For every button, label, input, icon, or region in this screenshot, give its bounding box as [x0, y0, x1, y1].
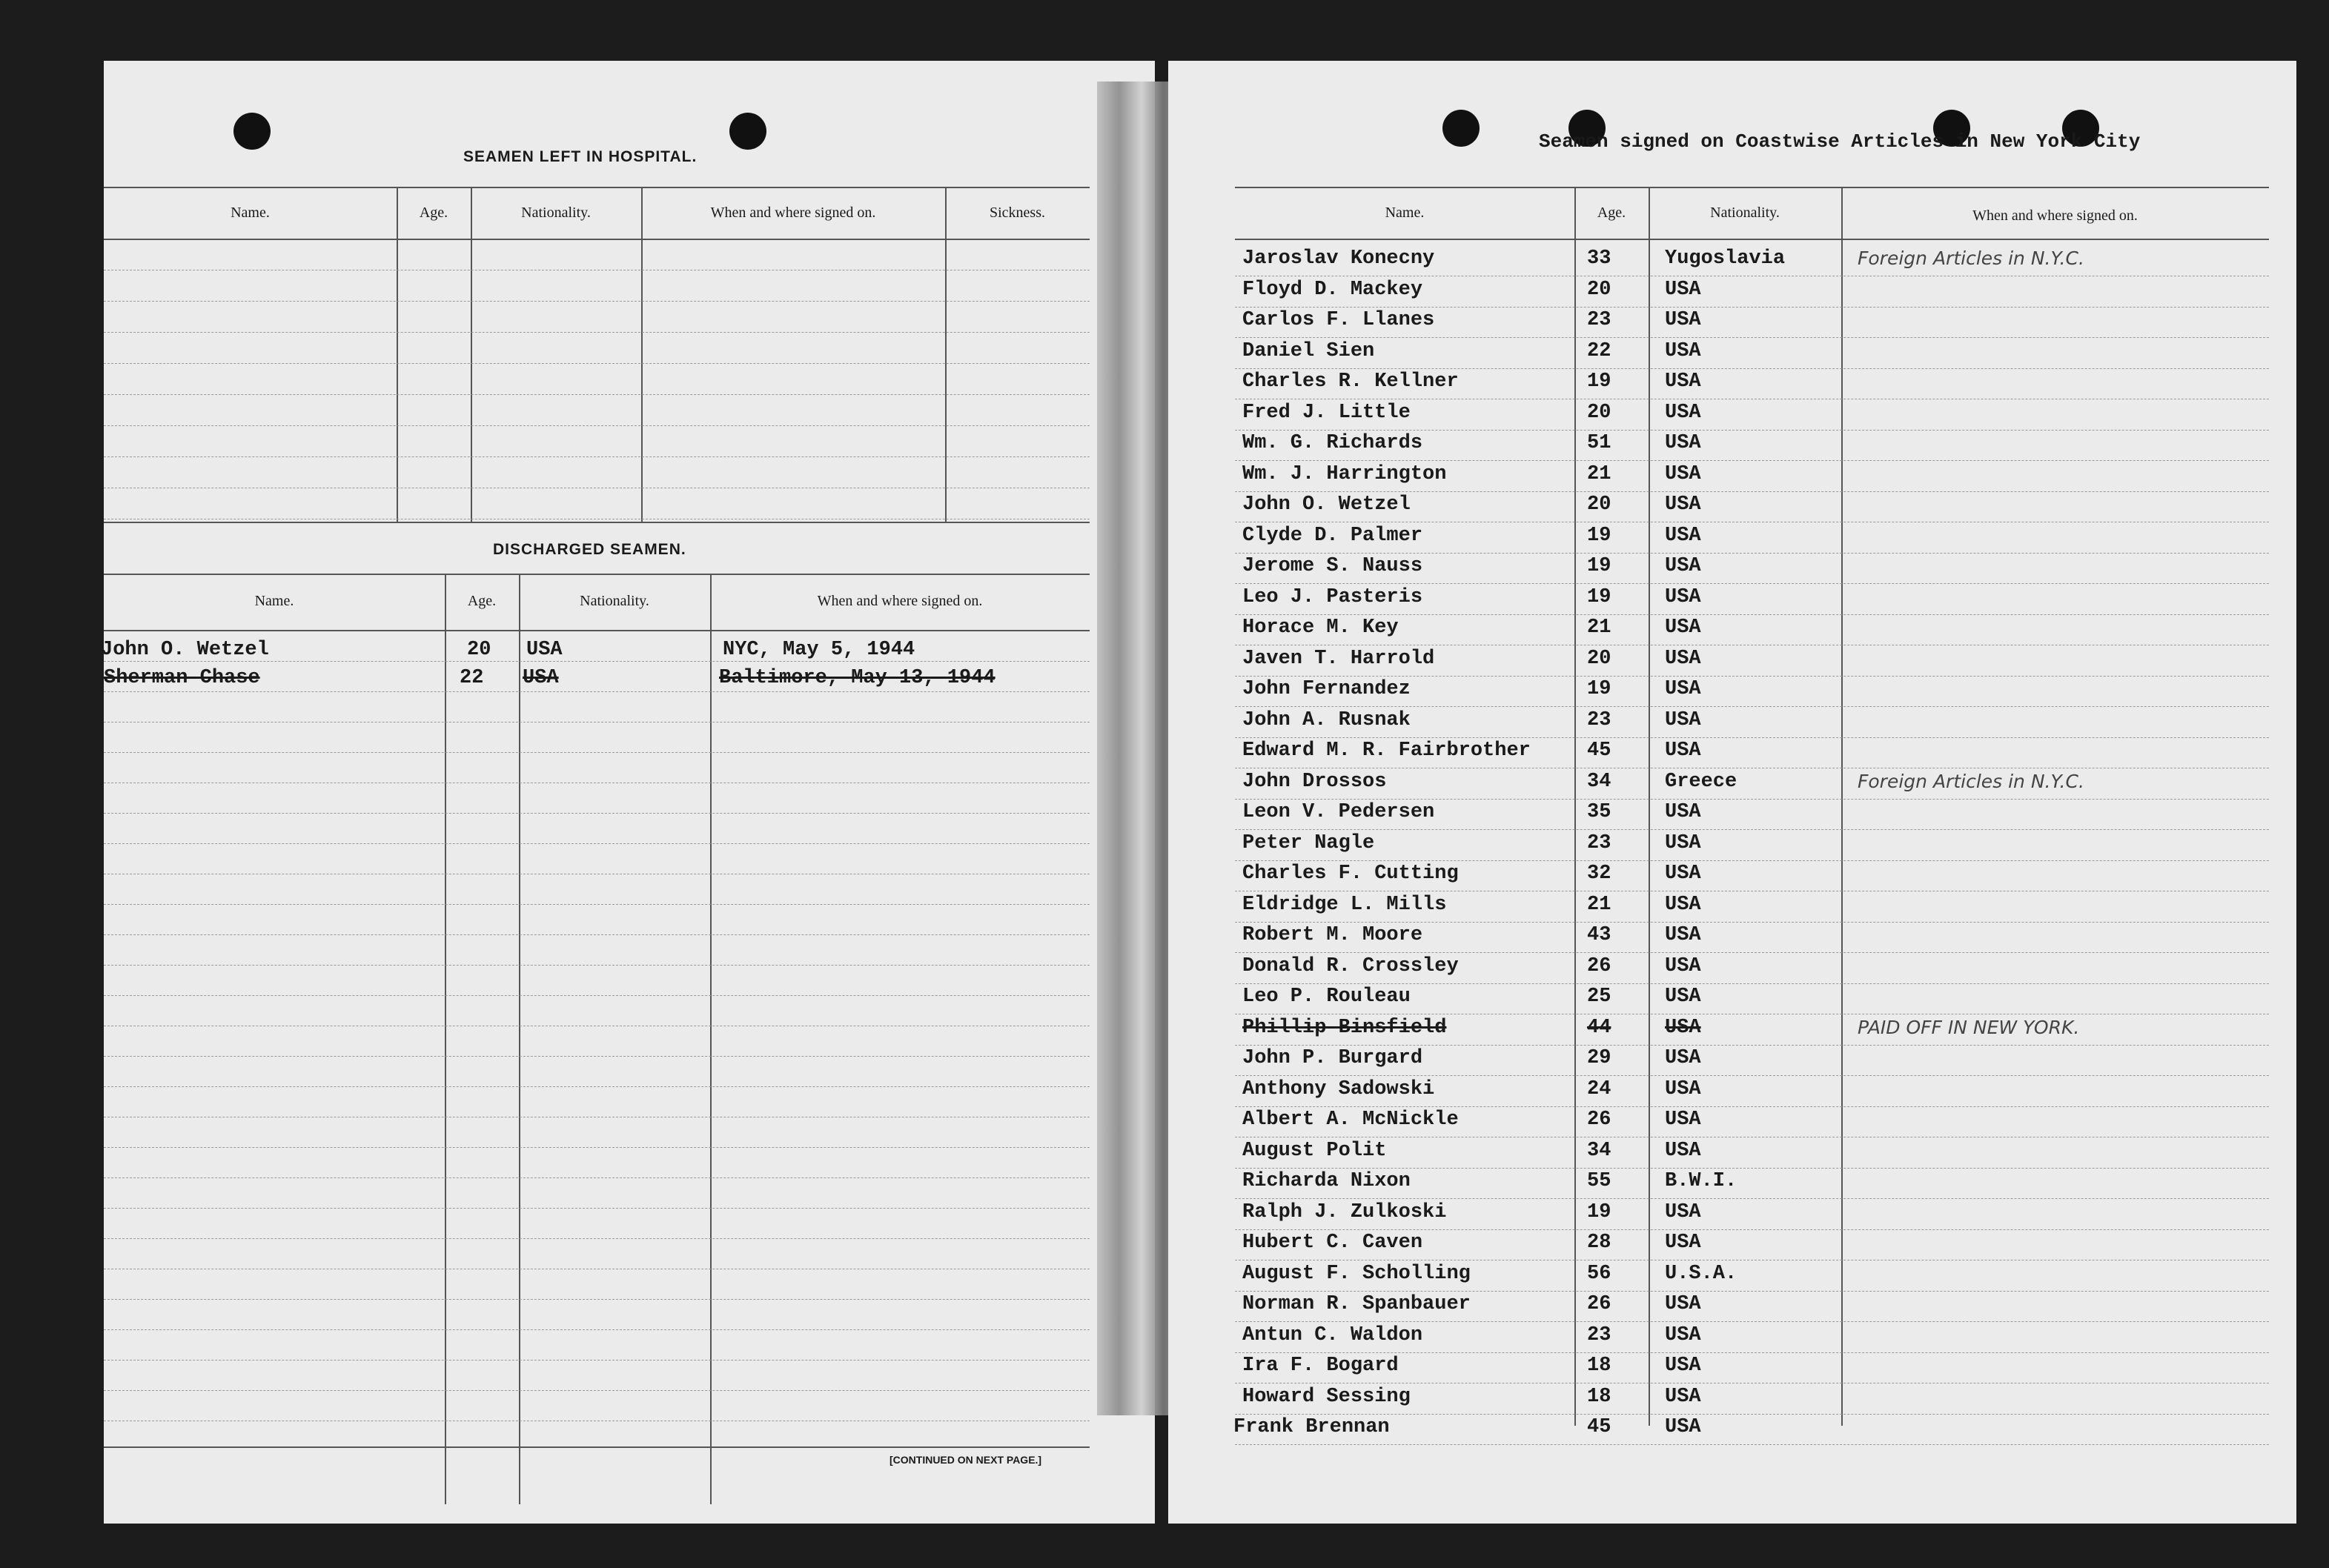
crew-name: Eldridge L. Mills: [1242, 893, 1447, 916]
ruled-line: [1235, 676, 2269, 677]
crew-age: 35: [1587, 801, 1611, 823]
crew-age: 34: [1587, 770, 1611, 793]
crew-name: Donald R. Crossley: [1242, 954, 1459, 977]
ruled-line: [104, 691, 1090, 692]
ruled-line: [104, 965, 1090, 966]
ruled-line: [1235, 952, 2269, 953]
crew-nationality: USA: [1665, 740, 1701, 762]
crew-age: 23: [1587, 708, 1611, 731]
hospital-header-name: Name.: [231, 205, 270, 221]
crew-name: Jaroslav Konecny: [1242, 248, 1435, 270]
ruled-line: [1235, 829, 2269, 830]
ruled-line: [1235, 1229, 2269, 1230]
column-divider: [1841, 187, 1843, 1426]
column-divider: [519, 574, 520, 1504]
crew-age: 20: [1587, 401, 1611, 424]
ruled-line: [104, 752, 1090, 753]
crew-name: August F. Scholling: [1242, 1262, 1471, 1285]
crew-note: PAID OFF IN NEW YORK.: [1858, 1016, 2080, 1038]
ruled-line: [1235, 430, 2269, 431]
ruled-line: [1235, 706, 2269, 707]
crew-age: 33: [1587, 248, 1611, 270]
crew-nationality: USA: [1665, 1355, 1701, 1377]
crew-name: Jerome S. Nauss: [1242, 555, 1423, 577]
ruled-line: [1235, 1352, 2269, 1353]
crew-name: Ralph J. Zulkoski: [1242, 1200, 1447, 1223]
crew-nationality: USA: [1665, 954, 1701, 977]
ruled-line: [104, 904, 1090, 905]
crew-age: 19: [1587, 585, 1611, 608]
crew-name: Ira F. Bogard: [1242, 1355, 1399, 1377]
crew-name: Charles R. Kellner: [1242, 371, 1459, 393]
discharged-signed-on: NYC, May 5, 1944: [723, 639, 915, 661]
crew-name: Leo P. Rouleau: [1242, 986, 1411, 1008]
crew-nationality: U.S.A.: [1665, 1262, 1737, 1285]
crew-age: 21: [1587, 462, 1611, 485]
ruled-line: [104, 363, 1090, 364]
crew-name: Edward M. R. Fairbrother: [1242, 740, 1531, 762]
header-age: Age.: [1597, 205, 1626, 221]
crew-name: Anthony Sadowski: [1242, 1077, 1435, 1100]
ruled-line: [1235, 922, 2269, 923]
crew-name: John O. Wetzel: [1242, 494, 1411, 516]
crew-age: 19: [1587, 678, 1611, 700]
ruled-line: [104, 456, 1090, 457]
crew-name: Richarda Nixon: [1242, 1170, 1411, 1192]
crew-name: Hubert C. Caven: [1242, 1232, 1423, 1254]
crew-nationality: USA: [1665, 371, 1701, 393]
discharged-header-nationality: Nationality.: [580, 593, 649, 609]
ruled-line: [1235, 368, 2269, 369]
crew-nationality: USA: [1665, 1232, 1701, 1254]
hospital-title: SEAMEN LEFT IN HOSPITAL.: [463, 148, 698, 165]
crew-name: Albert A. McNickle: [1242, 1109, 1459, 1131]
ruled-line: [1235, 1106, 2269, 1107]
crew-age: 20: [1587, 647, 1611, 670]
crew-nationality: USA: [1665, 1047, 1701, 1069]
left-page: [101, 61, 1155, 1524]
ruled-line: [1235, 983, 2269, 984]
crew-nationality: Greece: [1665, 770, 1737, 793]
crew-age: 23: [1587, 831, 1611, 854]
column-divider: [397, 187, 398, 522]
crew-age: 43: [1587, 924, 1611, 946]
crew-age: 45: [1587, 740, 1611, 762]
crew-age: 23: [1587, 309, 1611, 331]
crew-name: Leon V. Pedersen: [1242, 801, 1435, 823]
hospital-header-signed-on: When and where signed on.: [710, 205, 876, 221]
hospital-header-nationality: Nationality.: [521, 205, 591, 221]
crew-nationality: USA: [1665, 647, 1701, 670]
discharged-header-name: Name.: [254, 593, 294, 609]
ruled-line: [104, 934, 1090, 935]
crew-nationality: USA: [1665, 831, 1701, 854]
punch-hole: [729, 113, 766, 150]
crew-name: Frank Brennan: [1233, 1416, 1390, 1438]
crew-nationality: USA: [1665, 1139, 1701, 1162]
crew-note: Foreign Articles in N.Y.C.: [1858, 248, 2084, 269]
rule: [104, 187, 1090, 188]
crew-nationality: USA: [1665, 462, 1701, 485]
rule: [104, 522, 1090, 523]
ruled-line: [1235, 337, 2269, 338]
crew-name: August Polit: [1242, 1139, 1387, 1162]
header-name: Name.: [1385, 205, 1425, 221]
crew-age: 20: [1587, 278, 1611, 301]
crew-age: 51: [1587, 432, 1611, 454]
ruled-line: [104, 661, 1090, 662]
header-nationality: Nationality.: [1710, 205, 1780, 221]
crew-age: 26: [1587, 1109, 1611, 1131]
rule: [104, 1446, 1090, 1448]
crew-nationality: B.W.I.: [1665, 1170, 1737, 1192]
crew-nationality: USA: [1665, 1385, 1701, 1408]
ruled-line: [104, 995, 1090, 996]
crew-nationality: USA: [1665, 1293, 1701, 1315]
ruled-line: [1235, 737, 2269, 738]
crew-name: Fred J. Little: [1242, 401, 1411, 424]
discharged-header-age: Age.: [467, 593, 497, 609]
crew-age: 55: [1587, 1170, 1611, 1192]
crew-nationality: USA: [1665, 585, 1701, 608]
crew-nationality: USA: [1665, 801, 1701, 823]
rule: [1235, 239, 2269, 240]
crew-name: Robert M. Moore: [1242, 924, 1423, 946]
ruled-line: [104, 1056, 1090, 1057]
crew-nationality: USA: [1665, 893, 1701, 916]
ruled-line: [1235, 1321, 2269, 1322]
crew-name: Antun C. Waldon: [1242, 1323, 1423, 1346]
crew-nationality: USA: [1665, 863, 1701, 885]
crew-age: 44: [1587, 1016, 1611, 1039]
crew-nationality: USA: [1665, 432, 1701, 454]
crew-name: Leo J. Pasteris: [1242, 585, 1423, 608]
ruled-line: [104, 1147, 1090, 1148]
crew-name: Horace M. Key: [1242, 617, 1399, 639]
rule: [1235, 187, 2269, 188]
crew-nationality: USA: [1665, 524, 1701, 547]
header-signed-on: When and where signed on.: [1972, 207, 2138, 224]
rule: [104, 574, 1090, 575]
crew-nationality: USA: [1665, 278, 1701, 301]
ruled-line: [104, 1208, 1090, 1209]
column-divider: [641, 187, 643, 522]
discharged-name: Sherman Chase: [104, 667, 260, 689]
crew-age: 21: [1587, 617, 1611, 639]
crew-name: Wm. G. Richards: [1242, 432, 1423, 454]
continued-note: [CONTINUED ON NEXT PAGE.]: [889, 1454, 1042, 1466]
crew-nationality: USA: [1665, 617, 1701, 639]
ruled-line: [1235, 614, 2269, 615]
column-divider: [710, 574, 712, 1504]
punch-hole: [1442, 110, 1480, 147]
crew-age: 22: [1587, 339, 1611, 362]
ruled-line: [104, 394, 1090, 395]
crew-nationality: USA: [1665, 1109, 1701, 1131]
crew-age: 18: [1587, 1385, 1611, 1408]
crew-nationality: USA: [1665, 494, 1701, 516]
column-divider: [1649, 187, 1650, 1426]
crew-name: Carlos F. Llanes: [1242, 309, 1435, 331]
hospital-header-age: Age.: [419, 205, 448, 221]
crew-name: John A. Rusnak: [1242, 708, 1411, 731]
ruled-line: [1235, 1291, 2269, 1292]
ruled-line: [104, 1177, 1090, 1178]
crew-age: 56: [1587, 1262, 1611, 1285]
crew-name: Peter Nagle: [1242, 831, 1375, 854]
hospital-header-sickness: Sickness.: [990, 205, 1045, 221]
crew-name: Howard Sessing: [1242, 1385, 1411, 1408]
ruled-line: [1235, 1198, 2269, 1199]
ruled-line: [1235, 460, 2269, 461]
crew-nationality: USA: [1665, 1416, 1701, 1438]
discharged-age: 22: [460, 667, 484, 689]
crew-name: Floyd D. Mackey: [1242, 278, 1423, 301]
ruled-line: [104, 1329, 1090, 1330]
discharged-signed-on: Baltimore, May 13, 1944: [719, 667, 995, 689]
punch-hole: [233, 113, 271, 150]
discharged-nationality: USA: [523, 667, 559, 689]
ruled-line: [1235, 1414, 2269, 1415]
ruled-line: [1235, 553, 2269, 554]
crew-age: 24: [1587, 1077, 1611, 1100]
crew-age: 19: [1587, 1200, 1611, 1223]
crew-nationality: Yugoslavia: [1665, 248, 1786, 270]
rule: [104, 239, 1090, 240]
right-page: [1168, 61, 2296, 1524]
rule: [104, 630, 1090, 631]
ruled-line: [104, 1299, 1090, 1300]
crew-name: John P. Burgard: [1242, 1047, 1423, 1069]
crew-age: 19: [1587, 524, 1611, 547]
crew-nationality: USA: [1665, 708, 1701, 731]
crew-age: 19: [1587, 371, 1611, 393]
crew-nationality: USA: [1665, 401, 1701, 424]
crew-nationality: USA: [1665, 309, 1701, 331]
ruled-line: [104, 1390, 1090, 1391]
crew-age: 26: [1587, 1293, 1611, 1315]
ruled-line: [1235, 491, 2269, 492]
crew-name: Norman R. Spanbauer: [1242, 1293, 1471, 1315]
ruled-line: [1235, 799, 2269, 800]
discharged-nationality: USA: [526, 639, 563, 661]
ruled-line: [1235, 1045, 2269, 1046]
ruled-line: [1235, 307, 2269, 308]
crew-nationality: USA: [1665, 1200, 1701, 1223]
crew-nationality: USA: [1665, 986, 1701, 1008]
crew-age: 21: [1587, 893, 1611, 916]
crew-name: Clyde D. Palmer: [1242, 524, 1423, 547]
ruled-line: [104, 301, 1090, 302]
ruled-line: [1235, 1444, 2269, 1445]
crew-name: Javen T. Harrold: [1242, 647, 1435, 670]
column-divider: [945, 187, 947, 522]
page-title: Seamen signed on Coastwise Articles in New York City: [1539, 130, 2141, 153]
crew-nationality: USA: [1665, 1016, 1701, 1039]
crew-age: 18: [1587, 1355, 1611, 1377]
discharged-header-signed-on: When and where signed on.: [817, 593, 983, 609]
ruled-line: [104, 813, 1090, 814]
column-divider: [445, 574, 446, 1504]
crew-age: 32: [1587, 863, 1611, 885]
crew-age: 25: [1587, 986, 1611, 1008]
crew-age: 45: [1587, 1416, 1611, 1438]
crew-age: 34: [1587, 1139, 1611, 1162]
discharged-age: 20: [467, 639, 491, 661]
ruled-line: [104, 1086, 1090, 1087]
column-divider: [1574, 187, 1576, 1426]
crew-nationality: USA: [1665, 678, 1701, 700]
crew-name: Wm. J. Harrington: [1242, 462, 1447, 485]
discharged-name: John O. Wetzel: [101, 639, 269, 661]
crew-name: John Fernandez: [1242, 678, 1411, 700]
crew-nationality: USA: [1665, 924, 1701, 946]
crew-nationality: USA: [1665, 1323, 1701, 1346]
ruled-line: [104, 1360, 1090, 1361]
crew-note: Foreign Articles in N.Y.C.: [1858, 770, 2084, 792]
crew-name: Charles F. Cutting: [1242, 863, 1459, 885]
ruled-line: [104, 332, 1090, 333]
crew-age: 29: [1587, 1047, 1611, 1069]
ruled-line: [1235, 1168, 2269, 1169]
crew-nationality: USA: [1665, 1077, 1701, 1100]
ruled-line: [104, 843, 1090, 844]
crew-nationality: USA: [1665, 339, 1701, 362]
column-divider: [471, 187, 472, 522]
ruled-line: [104, 1238, 1090, 1239]
ruled-line: [104, 425, 1090, 426]
ruled-line: [1235, 860, 2269, 861]
crew-nationality: USA: [1665, 555, 1701, 577]
crew-name: Daniel Sien: [1242, 339, 1375, 362]
crew-age: 23: [1587, 1323, 1611, 1346]
crew-age: 28: [1587, 1232, 1611, 1254]
ruled-line: [1235, 583, 2269, 584]
crew-name: Phillip Binsfield: [1242, 1016, 1447, 1039]
ruled-line: [1235, 1075, 2269, 1076]
discharged-title: DISCHARGED SEAMEN.: [493, 541, 686, 558]
crew-age: 19: [1587, 555, 1611, 577]
crew-age: 20: [1587, 494, 1611, 516]
crew-age: 26: [1587, 954, 1611, 977]
crew-name: John Drossos: [1242, 770, 1387, 793]
